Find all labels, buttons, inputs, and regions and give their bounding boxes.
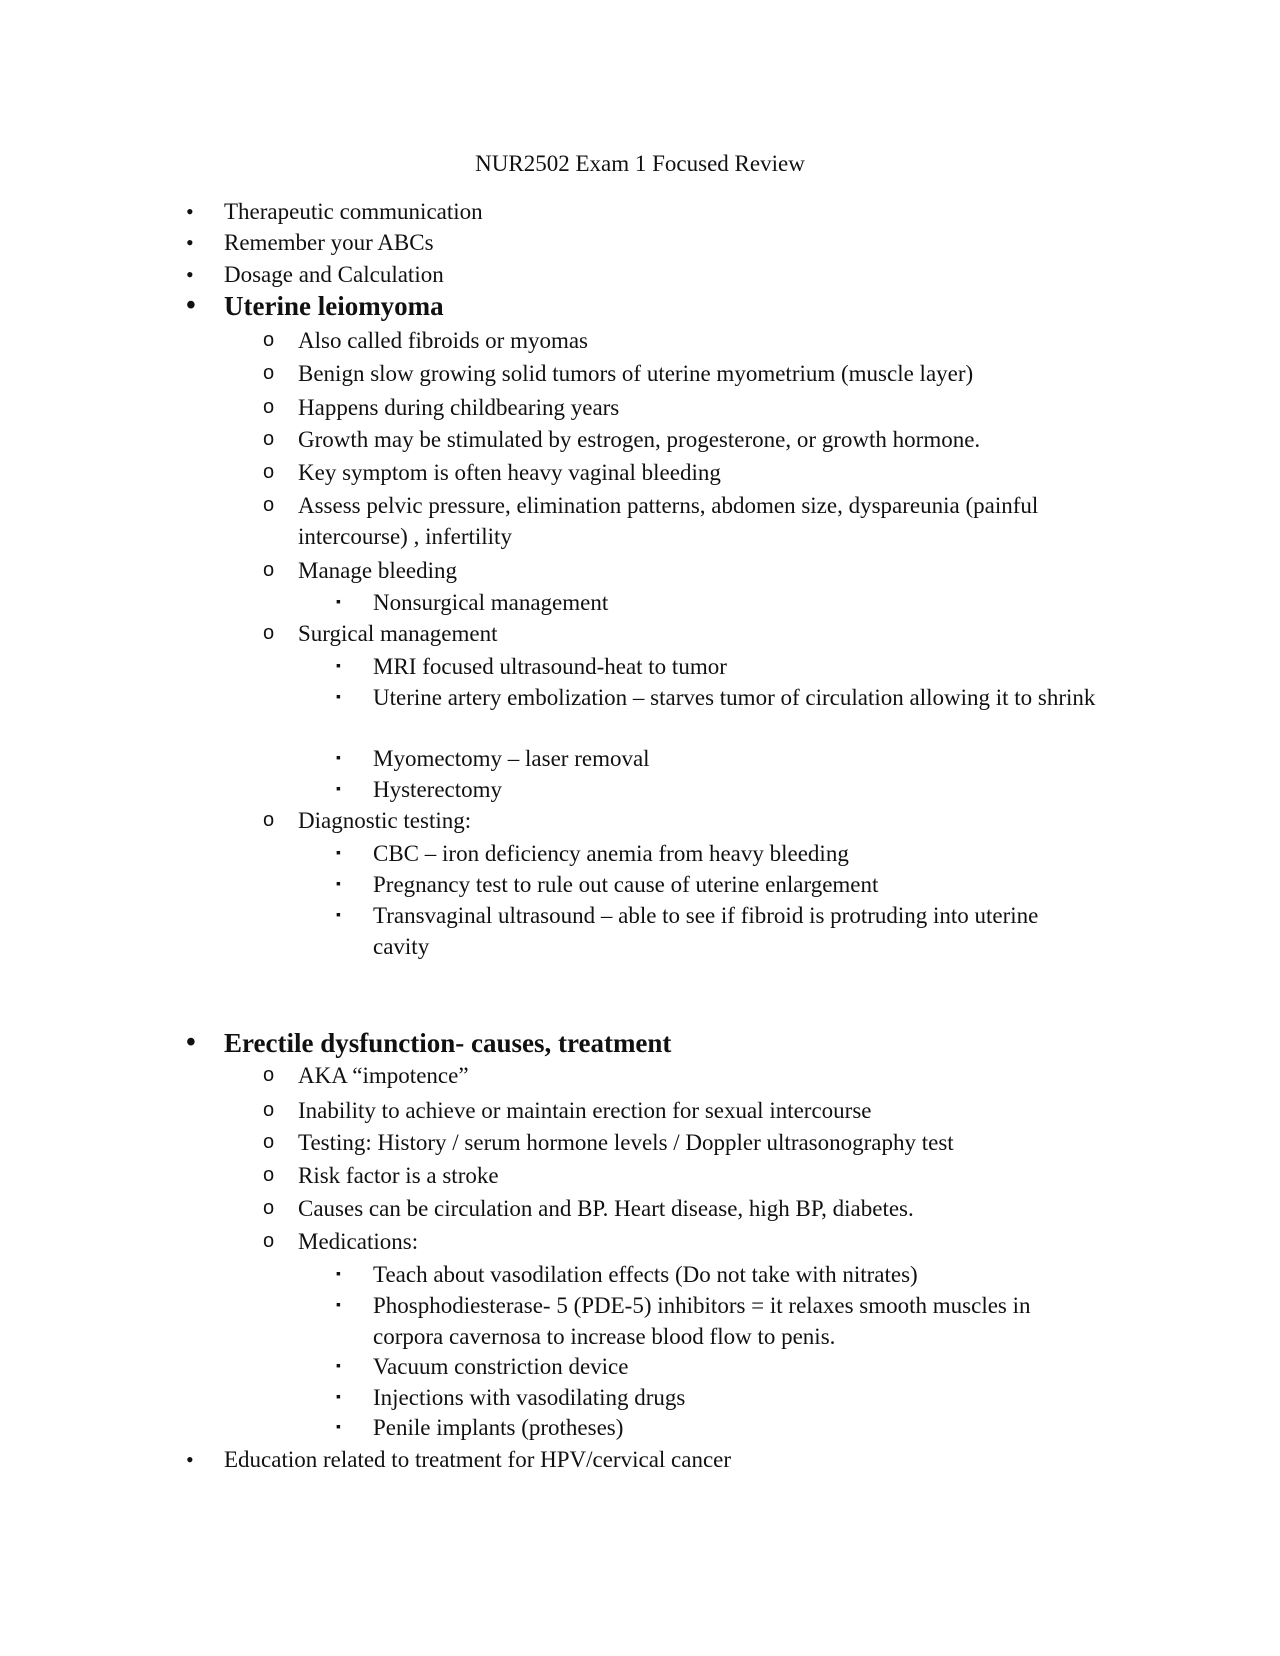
square-bullet-icon: ▪ [336, 846, 341, 861]
list-item [336, 838, 1100, 869]
list-item [263, 490, 1088, 552]
list-item-text: Myomectomy – laser removal [373, 746, 650, 771]
square-bullet-icon: ▪ [336, 1359, 341, 1374]
circle-bullet-icon: o [263, 428, 275, 450]
list-item [263, 618, 1088, 649]
square-bullet-icon: ▪ [336, 751, 341, 766]
list-item-text: Dosage and Calculation [224, 262, 444, 287]
square-bullet-icon: ▪ [336, 782, 341, 797]
list-item-text: Hysterectomy [373, 777, 503, 802]
circle-bullet-icon: o [263, 622, 275, 644]
list-item-text: Nonsurgical management [373, 590, 609, 615]
list-item [263, 358, 1088, 389]
circle-bullet-icon: o [263, 461, 275, 483]
list-item [263, 1060, 1088, 1091]
list-item-text: Teach about vasodilation effects (Do not take with nitrates) [373, 1262, 918, 1287]
list-item [336, 1351, 1100, 1382]
circle-bullet-icon: o [263, 329, 275, 351]
list-item [263, 1226, 1088, 1257]
bullet-icon: • [186, 1447, 194, 1472]
list-item [188, 259, 1084, 290]
list-item-text: MRI focused ultrasound-heat to tumor [373, 654, 727, 679]
circle-bullet-icon: o [263, 1164, 275, 1186]
list-item-text: Benign slow growing solid tumors of uterine myometrium (muscle layer) [298, 361, 974, 386]
list-item-text: Key symptom is often heavy vaginal bleeding [298, 460, 721, 485]
list-item-text: Assess pelvic pressure, elimination patterns, abdomen size, dyspareunia (painful intercourse) , infertility [298, 493, 1039, 549]
circle-bullet-icon: o [263, 1099, 275, 1121]
list-item [336, 587, 1100, 618]
list-item [336, 651, 1100, 682]
circle-bullet-icon: o [263, 396, 275, 418]
circle-bullet-icon: o [263, 559, 275, 581]
list-item-text: Erectile dysfunction- causes, treatment [224, 1028, 672, 1058]
list-item-text: Therapeutic communication [224, 199, 483, 224]
list-item [336, 774, 1100, 805]
list-item [336, 682, 1100, 713]
list-item-text: Injections with vasodilating drugs [373, 1385, 686, 1410]
list-item [263, 1095, 1088, 1126]
list-item [263, 805, 1088, 836]
bullet-icon: • [186, 230, 194, 255]
square-bullet-icon: ▪ [336, 1420, 341, 1435]
list-item [336, 1259, 1100, 1290]
bullet-icon: • [186, 262, 194, 287]
bullet-icon: • [186, 1027, 196, 1058]
list-item-text: Diagnostic testing: [298, 808, 472, 833]
list-item-text: Pregnancy test to rule out cause of uterine enlargement [373, 872, 879, 897]
list-item [188, 1444, 1084, 1475]
list-item-text: Medications: [298, 1229, 419, 1254]
list-item-text: Education related to treatment for HPV/cervical cancer [224, 1447, 732, 1472]
list-item-text: Phosphodiesterase- 5 (PDE-5) inhibitors = it relaxes smooth muscles in corpora cavernosa to increase blood flow to penis. [373, 1293, 1031, 1349]
list-item-text: Uterine artery embolization – starves tumor of circulation allowing it to shrink [373, 685, 1096, 710]
list-item [263, 325, 1088, 356]
bullet-icon: • [186, 199, 194, 224]
list-item [263, 1160, 1088, 1191]
square-bullet-icon: ▪ [336, 659, 341, 674]
list-item [263, 1193, 1088, 1224]
list-item [263, 1127, 1088, 1158]
circle-bullet-icon: o [263, 1064, 275, 1086]
bullet-icon: • [186, 290, 196, 321]
circle-bullet-icon: o [263, 362, 275, 384]
list-item [188, 227, 1084, 258]
circle-bullet-icon: o [263, 809, 275, 831]
list-item-text: Transvaginal ultrasound – able to see if fibroid is protruding into uterine cavity [373, 903, 1039, 959]
list-item-text: Causes can be circulation and BP. Heart disease, high BP, diabetes. [298, 1196, 914, 1221]
circle-bullet-icon: o [263, 1230, 275, 1252]
list-item-text: AKA “impotence” [298, 1063, 469, 1088]
section-heading [188, 1027, 1084, 1059]
list-item [336, 869, 1100, 900]
document-title: NUR2502 Exam 1 Focused Review [475, 151, 805, 176]
list-item [263, 424, 1088, 455]
list-item [336, 743, 1100, 774]
list-item-text: Testing: History / serum hormone levels / Doppler ultrasonography test [298, 1130, 954, 1155]
list-item-text: CBC – iron deficiency anemia from heavy bleeding [373, 841, 849, 866]
square-bullet-icon: ▪ [336, 690, 341, 705]
circle-bullet-icon: o [263, 1197, 275, 1219]
list-item [263, 555, 1088, 586]
square-bullet-icon: ▪ [336, 877, 341, 892]
list-item [336, 1412, 1100, 1443]
list-item-text: Also called fibroids or myomas [298, 328, 589, 353]
circle-bullet-icon: o [263, 494, 275, 516]
section-heading [188, 290, 1084, 322]
list-item-text: Growth may be stimulated by estrogen, progesterone, or growth hormone. [298, 427, 981, 452]
square-bullet-icon: ▪ [336, 1390, 341, 1405]
list-item [336, 1382, 1100, 1413]
list-item-text: Happens during childbearing years [298, 395, 620, 420]
list-item-text: Manage bleeding [298, 558, 458, 583]
list-item-text: Inability to achieve or maintain erection for sexual intercourse [298, 1098, 872, 1123]
square-bullet-icon: ▪ [336, 908, 341, 923]
list-item [336, 1290, 1100, 1352]
square-bullet-icon: ▪ [336, 595, 341, 610]
square-bullet-icon: ▪ [336, 1298, 341, 1313]
circle-bullet-icon: o [263, 1131, 275, 1153]
list-item [188, 196, 1084, 227]
list-item [336, 900, 1100, 962]
list-item-text: Surgical management [298, 621, 498, 646]
list-item-text: Remember your ABCs [224, 230, 434, 255]
list-item-text: Penile implants (protheses) [373, 1415, 624, 1440]
list-item-text: Vacuum constriction device [373, 1354, 629, 1379]
square-bullet-icon: ▪ [336, 1267, 341, 1282]
list-item-text: Uterine leiomyoma [224, 291, 444, 321]
list-item [263, 392, 1088, 423]
list-item [263, 457, 1088, 488]
list-item-text: Risk factor is a stroke [298, 1163, 499, 1188]
